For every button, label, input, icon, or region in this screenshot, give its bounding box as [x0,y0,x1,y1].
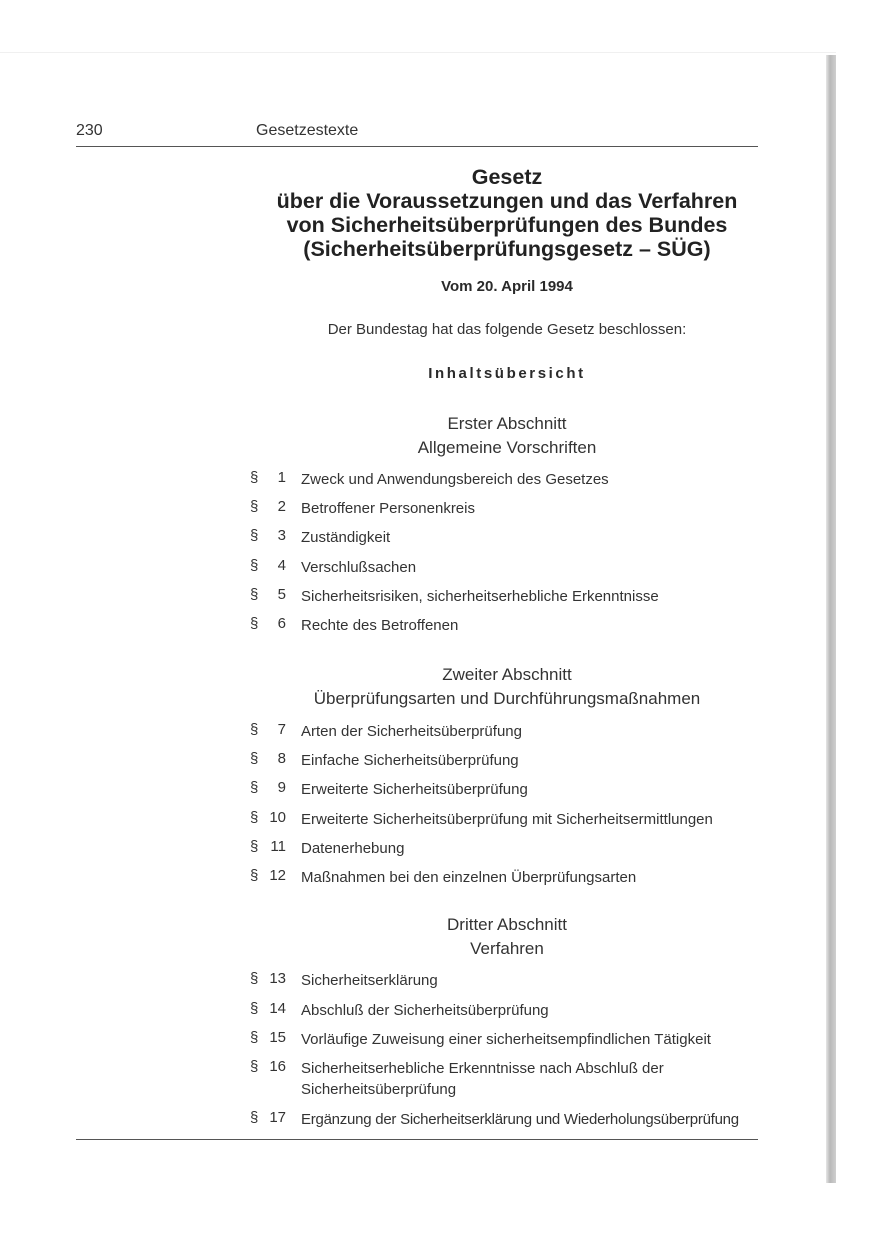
paragraph-number: 13 [269,970,286,987]
law-title-line: von Sicherheitsüberprüfungen des Bundes [286,213,728,237]
paragraph-number: 6 [277,615,286,632]
paragraph-sign: § [250,721,259,738]
section-heading [256,412,758,460]
page-top-edge [0,52,836,53]
page-binding-edge [826,55,836,1183]
paragraph-sign: § [250,1109,259,1126]
paragraph-sign: § [250,615,259,632]
paragraph-number: 11 [270,838,286,855]
paragraph-sign: § [250,779,259,796]
paragraph-sign: § [250,1000,259,1017]
paragraph-number: 12 [269,867,286,884]
running-title: Gesetzestexte [256,122,359,139]
entry-title: Erweiterte Sicherheitsüberprüfung mit Sicherheitsermittlungen [301,811,713,828]
paragraph-sign: § [250,750,259,767]
paragraph-sign: § [250,867,259,884]
bottom-rule [76,1139,758,1140]
paragraph-number: 3 [277,527,286,544]
paragraph-number: 14 [269,1000,286,1017]
law-title-line: über die Voraussetzungen und das Verfahren [276,189,738,213]
paragraph-sign: § [250,469,259,486]
law-title [256,165,758,261]
preamble: Der Bundestag hat das folgende Gesetz beschlossen: [327,321,687,338]
paragraph-number: 4 [277,557,286,574]
page-number: 230 [76,122,103,139]
paragraph-sign: § [250,970,259,987]
entry-title: Zuständigkeit [301,529,391,546]
paragraph-number: 15 [269,1029,286,1046]
paragraph-sign: § [250,498,259,515]
toc-heading: Inhaltsübersicht [428,365,586,382]
entry-title: Sicherheitserklärung [301,972,438,989]
section-heading [256,663,758,711]
entry-title: Maßnahmen bei den einzelnen Überprüfungsarten [301,869,637,886]
section-title: Verfahren [470,939,544,958]
entry-title: Ergänzung der Sicherheitserklärung und Wiederholungsüberprüfung [301,1111,739,1128]
entry-title: Abschluß der Sicherheitsüberprüfung [301,1002,549,1019]
paragraph-sign: § [250,586,259,603]
paragraph-sign: § [250,1029,259,1046]
paragraph-sign: § [250,1058,259,1075]
entry-title: Sicherheitsrisiken, sicherheitserhebliche Erkenntnisse [301,588,659,605]
section-heading [256,913,758,961]
entry-title: Einfache Sicherheitsüberprüfung [301,752,519,769]
paragraph-sign: § [250,838,259,855]
law-title-line: (Sicherheitsüberprüfungsgesetz – SÜG) [303,237,711,261]
paragraph-number: 5 [277,586,286,603]
entry-title: Zweck und Anwendungsbereich des Gesetzes [301,471,609,488]
paragraph-number: 17 [269,1109,286,1126]
paragraph-number: 16 [269,1058,286,1075]
section-label: Zweiter Abschnitt [442,665,572,684]
entry-title: Arten der Sicherheitsüberprüfung [301,723,522,740]
section-title: Überprüfungsarten und Durchführungsmaßnahmen [313,689,701,708]
paragraph-sign: § [250,557,259,574]
entry-title: Verschlußsachen [301,559,417,576]
paragraph-sign: § [250,527,259,544]
law-date: Vom 20. April 1994 [441,278,573,295]
running-head [76,120,758,147]
section-label: Dritter Abschnitt [447,915,567,934]
law-title-line: Gesetz [471,165,543,189]
paragraph-number: 10 [269,809,286,826]
paragraph-sign: § [250,809,259,826]
paragraph-number: 1 [277,469,286,486]
entry-title: Rechte des Betroffenen [301,617,459,634]
entry-title: Betroffener Personenkreis [301,500,475,517]
entry-title: Erweiterte Sicherheitsüberprüfung [301,781,528,798]
entry-title: Vorläufige Zuweisung einer sicherheitsempfindlichen Tätigkeit [301,1031,711,1048]
entry-title: Sicherheitserhebliche Erkenntnisse nach Abschluß der Sicherheitsüberprüfung [301,1060,664,1098]
paragraph-number: 8 [277,750,286,767]
paragraph-number: 7 [277,721,286,738]
entry-title: Datenerhebung [301,840,405,857]
section-title: Allgemeine Vorschriften [417,438,597,457]
paragraph-number: 9 [277,779,286,796]
paragraph-number: 2 [277,498,286,515]
section-label: Erster Abschnitt [447,414,567,433]
